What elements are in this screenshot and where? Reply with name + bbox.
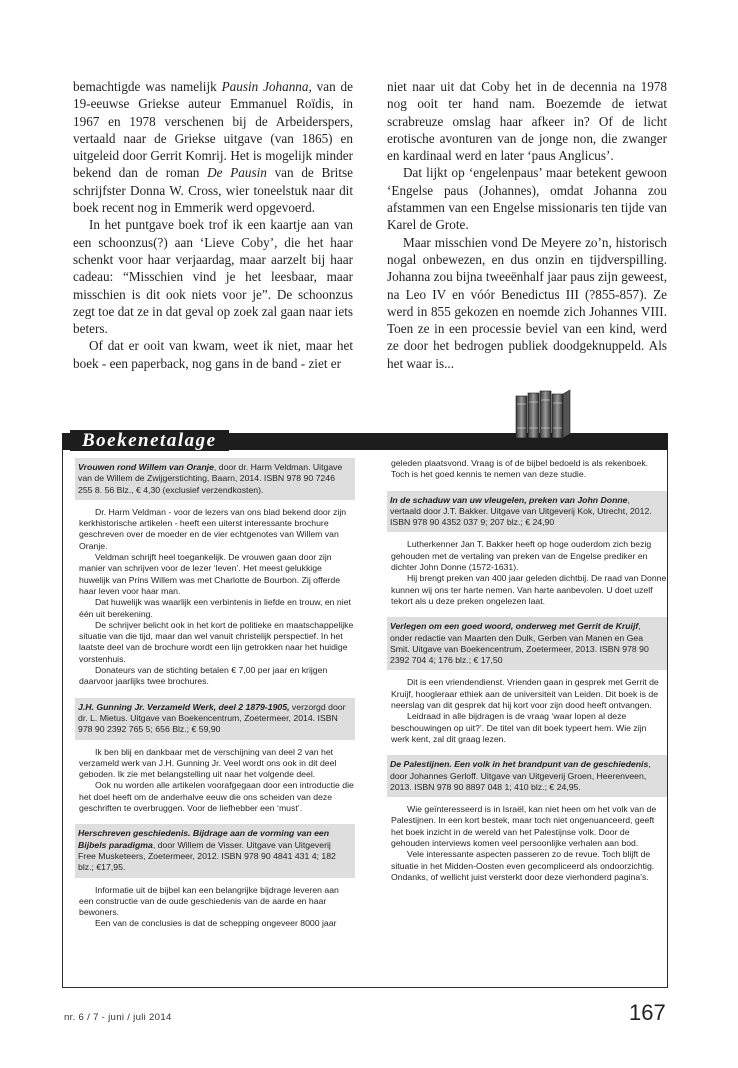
review-paragraph: Donateurs van de stichting betalen € 7,00 per jaar en krijgen daarvoor jaarlijks twee brochures.: [79, 665, 328, 687]
article-paragraph: [387, 78, 667, 164]
review-header: [75, 698, 355, 740]
text-run: Dat lijkt op ‘engelenpaus’ maar betekent gewoon ‘Engelse paus (Johannes), omdat Johanna zou afstammen van een Engelse missionaris ten tijde van Karel de Grote.: [387, 165, 667, 233]
review-paragraph: Lutherkenner Jan T. Bakker heeft op hoge ouderdom zich bezig gehouden met de vertaling van preken van de Engelse prediker en dichter John Donne (1572-1631).: [391, 539, 652, 573]
text-run: niet naar uit dat Coby het in de decennia na 1978 nog ooit ter hand nam. Boezemde de ietwat scrabreuze omslag haar afkeer in? Of de licht erotische avonturen van de jonge non, die zwanger en kardinaal werd en later ‘paus Anglicus’.: [387, 79, 667, 164]
book-title: De Pausin: [207, 165, 267, 181]
review-paragraph: Ook nu worden alle artikelen voorafgegaan door een introductie die het doel heeft om de anderhalve eeuw die ons scheiden van deze geschriften te overbruggen. Voor de liefhebber een ‘must’.: [79, 780, 354, 814]
page-number: 167: [629, 1000, 666, 1025]
review-body: [75, 747, 355, 815]
text-run: van de Britse schrijfster Donna W. Cross, wier toneelstuk naar dit boek recent nog in Emmerik werd opgevoerd.: [73, 165, 353, 216]
review-header: [387, 755, 667, 797]
article-paragraph: [387, 234, 667, 372]
article-paragraph: [73, 78, 353, 216]
issue-info: nr. 6 / 7 - juni / juli 2014: [64, 1012, 172, 1023]
review-paragraph: Informatie uit de bijbel kan een belangrijke bijdrage leveren aan een constructie van de oude geschiedenis van de aarde en haar bewoners.: [79, 884, 339, 918]
review-body: [387, 677, 667, 745]
article-paragraph: [387, 164, 667, 233]
review-book-title: Vrouwen rond Willem van Oranje: [78, 462, 214, 472]
book-title: Pausin Johanna,: [221, 79, 312, 94]
review-paragraph: Veldman schrijft heel toegankelijk. De vrouwen gaan door zijn manier van schrijven voor de lezer ‘leven’. Het meest gelukkige huwelijk van Prins Willem was met Charlotte de Bourbon. Zij offerde haar leven voor haar man.: [79, 552, 341, 596]
article-column-left: [73, 78, 353, 372]
text-run: In het puntgave boek trof ik een kaartje aan van een schoonzus(?) aan ‘Lieve Coby’, die het haar schenkt voor haar verjaardag, maar aarzelt bij haar cadeau: “Misschien vind je het leesbaar, maar misschien is dit ook niets voor je”. De schoonzus zegt toe dat ze in dat geval op zoek zal gaan naar iets beters.: [73, 217, 353, 337]
review-book-title: Herschreven geschiedenis. Bijdrage aan de vorming van een Bijbels paradigma: [78, 828, 330, 850]
review-body: [387, 804, 667, 883]
bookshelf-icon: [513, 388, 573, 440]
review-book-details: , onder redactie van Maarten den Dulk, Gerben van Manen en Gea Smit. Uitgave van Boekencentrum, Zoetermeer, 2013. ISBN 978 90 2392 704 4; 176 blz.; € 17,50: [390, 621, 649, 666]
review-paragraph: De schrijver belicht ook in het kort de politieke en maatschappelijke situatie van die tijd, maar dan wel vanuit christelijk perspectief. In het laatste deel van de brochure wordt een lijn getrokken naar het huidige vorstenhuis.: [79, 619, 354, 664]
review-paragraph: Dr. Harm Veldman - voor de lezers van ons blad bekend door zijn kerkhistorische artikelen - heeft een uiterst interessante brochure geschreven over de moeder en de vier echtgenotes van Willem van Oranje.: [79, 506, 347, 551]
reviews-column-right: [387, 458, 667, 893]
review-paragraph: Een van de conclusies is dat de schepping ongeveer 8000 jaar: [95, 918, 337, 929]
review-book-title: In de schaduw van uw vleugelen, preken van John Donne: [390, 494, 628, 505]
review-body: [387, 539, 667, 607]
review-paragraph: Wie geïnteresseerd is in Israël, kan niet heen om het volk van de Palestijnen. In een kort bestek, maar toch niet ongenuanceerd, geeft het boek inzicht in de wereld van het Palestijnse volk. Door de gehouden interviews komen veel persoonlijke verhalen aan bod.: [391, 804, 657, 849]
review-header: [387, 491, 667, 533]
review-paragraph: Ik ben blij en dankbaar met de verschijning van deel 2 van het verzameld werk van J.H. Gunning Jr. Veel wordt ons ook in dit deel geboden. Ik zie met belangstelling uit naar het volgende deel.: [79, 746, 337, 780]
review-book-title: J.H. Gunning Jr. Verzameld Werk, deel 2 1879-1905,: [78, 701, 290, 712]
review-book-title: De Palestijnen. Een volk in het brandpunt van de geschiedenis: [390, 759, 649, 770]
review-paragraph: Dat huwelijk was waarlijk een verbintenis in liefde en trouw, en niet één uit berekening.: [79, 597, 351, 619]
review-paragraph: Dit is een vriendendienst. Vrienden gaan in gesprek met Gerrit de Kruijf, hoogleraar ethiek aan de universiteit van Leiden. Dit boek is de neerslag van dit gesprek dat hij kort voor zijn dood heeft ontvangen.: [391, 677, 659, 711]
text-run: bemachtigde was namelijk: [73, 79, 222, 94]
text-run: Maar misschien vond De Meyere zo’n, historisch nogal onbewezen, en dus onzin en tijdverspilling. Johanna zou bijna tweeënhalf jaar paus zijn geweest, na Leo IV en vóór Benedictus III (?855-857). Ze werd in 855 gekozen en noemde zich Johannes VIII. Toen ze in een processie beviel van een kind, werd ze door het bedrogen publiek doodgeknuppeld. Als het waar is...: [387, 234, 667, 371]
review-book-details: , vertaald door J.T. Bakker. Uitgave van Uitgeverij Kok, Utrecht, 2012. ISBN 978 90 4352 037 9; 207 blz.; € 24,90: [390, 494, 652, 528]
review-paragraph: Hij brengt preken van 400 jaar geleden dichtbij. De raad van Donne kunnen wij ons ter harte nemen. Van harte aanbevolen. U doet uzelf tekort als u deze preken ongelezen laat.: [391, 573, 667, 606]
review-book-details: , door dr. Harm Veldman. Uitgave van de Willem de Zwijgerstichting, Baarn, 2014. ISBN 978 90 7246 255 8. 56 Blz., € 4,30 (exclusief verzendkosten).: [78, 462, 343, 495]
review-body: [75, 507, 355, 688]
review-paragraph: Vele interessante aspecten passeren zo de revue. Toch blijft de situatie in het Midden-Oosten even gecompliceerd als ondoorzichtig. Ondanks, of wellicht juist versterkt door deze vierhonderd pagina’s.: [391, 849, 655, 882]
section-title: Boekenetalage: [70, 430, 229, 451]
review-book-title: Verlegen om een goed woord, onderweg met Gerrit de Kruijf: [390, 621, 639, 632]
article-column-right: [387, 78, 667, 372]
review-book-details: , door Willem de Visser. Uitgave van Uitgeverij Free Musketeers, Zoetermeer, 2012. ISBN 978 90 4841 431 4; 182 blz.; €17,95.: [78, 839, 336, 873]
review-header: [387, 617, 667, 670]
continued-text: geleden plaatsvond. Vraag is of de bijbel bedoeld is als rekenboek. Toch is het goed kennis te nemen van deze studie.: [391, 458, 649, 480]
text-run: van de 19-eeuwse Griekse auteur Emmanuel Roïdis, in 1967 en 1978 verschenen bij de Arbeiderspers, vertaald naar de Griekse uitgave (van 1865) en uitgeleid door Gerrit Komrij. Het is mogelijk minder bekend dan de roman: [73, 79, 353, 181]
article-paragraph: [73, 216, 353, 337]
review-book-details: verzorgd door dr. L. Mietus. Uitgave van Boekencentrum, Zoetermeer, 2014. ISBN 978 90 2392 765 5; 656 Blz.; € 59,90: [78, 701, 346, 735]
review-book-details: , door Johannes Gerloff. Uitgave van Uitgeverij Groen, Heerenveen, 2013. ISBN 978 90 8897 048 1; 410 blz.; € 24,95.: [390, 759, 651, 792]
article-paragraph: [73, 337, 353, 372]
review-header: [75, 824, 355, 877]
review-header: [75, 458, 355, 500]
review-paragraph: Leidraad in alle bijdragen is de vraag ‘waar lopen al deze beschouwingen op uit?’. De titel van dit boek typeert hem. Wie zijn werk kent, zal dit graag lezen.: [391, 711, 647, 744]
review-body: [75, 885, 355, 930]
reviews-column-left: [75, 458, 355, 940]
text-run: Of dat er ooit van kwam, weet ik niet, maar het boek - een paperback, nog gans in de band - ziet er: [73, 338, 353, 371]
